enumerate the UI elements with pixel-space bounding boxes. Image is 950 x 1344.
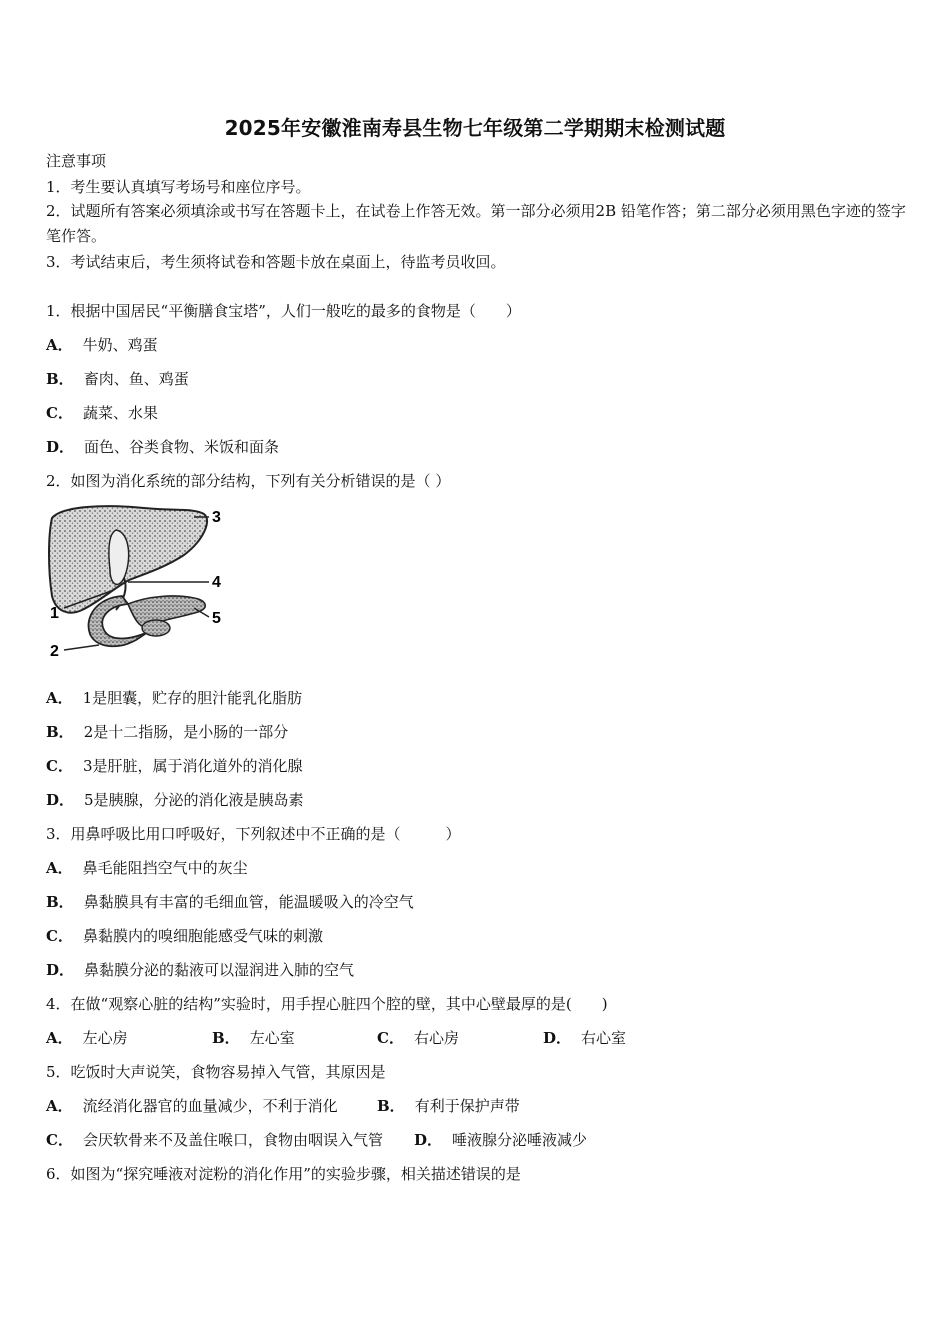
question-1-stem: 1．根据中国居民“平衡膳食宝塔”，人们一般吃的最多的食物是（ ） <box>46 302 521 320</box>
question-4-stem: 4．在做“观察心脏的结构”实验时，用手捏心脏四个腔的壁，其中心壁最厚的是( ) <box>46 995 608 1013</box>
option-text: 鼻黏膜具有丰富的毛细血管，能温暖吸入的冷空气 <box>83 893 414 911</box>
option-letter: A． <box>46 1029 73 1047</box>
option-text: 蔬菜、水果 <box>82 404 158 422</box>
option-text: 1是胆囊，贮存的胆汁能乳化脂肪 <box>82 689 303 707</box>
question-3-option-c[interactable] <box>46 926 323 946</box>
option-letter: C． <box>377 1029 404 1047</box>
question-4-option-d[interactable] <box>543 1028 626 1048</box>
question-5-option-b[interactable] <box>377 1096 520 1116</box>
question-1-option-b[interactable] <box>46 369 189 389</box>
question-1-option-d[interactable] <box>46 437 279 457</box>
option-text: 牛奶、鸡蛋 <box>82 336 158 354</box>
option-text: 鼻毛能阻挡空气中的灰尘 <box>82 859 248 877</box>
option-text: 会厌软骨来不及盖住喉口，食物由咽误入气管 <box>82 1131 383 1149</box>
option-letter: D． <box>46 961 75 979</box>
question-4-option-c[interactable] <box>377 1028 459 1048</box>
option-text: 流经消化器官的血量减少，不利于消化 <box>82 1097 338 1115</box>
option-letter: C． <box>46 404 73 422</box>
question-5-stem: 5．吃饭时大声说笑，食物容易掉入气管，其原因是 <box>46 1063 386 1081</box>
option-letter: A． <box>46 689 73 707</box>
option-text: 左心房 <box>82 1029 128 1047</box>
option-text: 右心房 <box>413 1029 459 1047</box>
question-3-option-a[interactable] <box>46 858 248 878</box>
question-4-option-a[interactable] <box>46 1028 128 1048</box>
option-letter: D． <box>543 1029 572 1047</box>
notice-item-1: 1．考生要认真填写考场号和座位序号。 <box>46 178 311 196</box>
option-text: 鼻黏膜分泌的黏液可以湿润进入肺的空气 <box>84 961 355 979</box>
question-2-option-a[interactable] <box>46 688 302 708</box>
figure-label-1: 1 <box>50 605 59 622</box>
figure-label-4: 4 <box>212 574 221 591</box>
option-letter: B． <box>46 723 74 741</box>
option-text: 面色、谷类食物、米饭和面条 <box>84 438 280 456</box>
figure-label-3: 3 <box>212 509 221 526</box>
option-letter: B． <box>377 1097 405 1115</box>
question-2-option-b[interactable] <box>46 722 288 742</box>
option-letter: C． <box>46 927 73 945</box>
option-letter: A． <box>46 859 73 877</box>
question-2-option-c[interactable] <box>46 756 303 776</box>
notice-heading: 注意事项 <box>46 152 107 170</box>
question-3-option-d[interactable] <box>46 960 354 980</box>
notice-item-3: 3．考试结束后，考生须将试卷和答题卡放在桌面上，待监考员收回。 <box>46 253 506 271</box>
option-text: 鼻黏膜内的嗅细胞能感受气味的刺激 <box>82 927 323 945</box>
question-2-stem: 2．如图为消化系统的部分结构，下列有关分析错误的是（ ） <box>46 472 451 490</box>
option-text: 唾液腺分泌唾液减少 <box>452 1131 588 1149</box>
question-5-option-c[interactable] <box>46 1130 383 1150</box>
option-text: 右心室 <box>581 1029 627 1047</box>
question-2-option-d[interactable] <box>46 790 304 810</box>
pancreas-head-shape <box>142 620 170 636</box>
option-text: 左心室 <box>249 1029 295 1047</box>
option-letter: B． <box>46 370 74 388</box>
question-3-stem: 3．用鼻呼吸比用口呼吸好，下列叙述中不正确的是（ ） <box>46 825 461 843</box>
option-text: 2是十二指肠，是小肠的一部分 <box>83 723 289 741</box>
figure-label-2: 2 <box>50 643 59 660</box>
option-letter: B． <box>212 1029 240 1047</box>
option-letter: A． <box>46 1097 73 1115</box>
option-letter: A． <box>46 336 73 354</box>
option-text: 3是肝脏，属于消化道外的消化腺 <box>82 757 303 775</box>
question-5-option-d[interactable] <box>414 1130 587 1150</box>
digestive-system-figure <box>44 500 234 662</box>
option-text: 畜肉、鱼、鸡蛋 <box>83 370 189 388</box>
option-letter: D． <box>46 438 75 456</box>
option-text: 5是胰腺，分泌的消化液是胰岛素 <box>84 791 304 809</box>
label-line-2 <box>64 645 99 650</box>
option-letter: D． <box>46 791 75 809</box>
exam-title: 2025年安徽淮南寿县生物七年级第二学期期末检测试题 <box>224 116 726 140</box>
question-1-option-a[interactable] <box>46 335 158 355</box>
option-letter: C． <box>46 1131 73 1149</box>
notice-item-2: 2．试题所有答案必须填涂或书写在答题卡上，在试卷上作答无效。第一部分必须用2B 铅笔作答；第二部分必须用黑色字迹的签字笔作答。 <box>46 202 906 245</box>
question-6-stem: 6．如图为“探究唾液对淀粉的消化作用”的实验步骤，相关描述错误的是 <box>46 1165 521 1183</box>
option-text: 有利于保护声带 <box>414 1097 520 1115</box>
question-1-option-c[interactable] <box>46 403 158 423</box>
option-letter: C． <box>46 757 73 775</box>
option-letter: D． <box>414 1131 443 1149</box>
question-4-option-b[interactable] <box>212 1028 295 1048</box>
question-5-option-a[interactable] <box>46 1096 338 1116</box>
option-letter: B． <box>46 893 74 911</box>
question-3-option-b[interactable] <box>46 892 414 912</box>
figure-label-5: 5 <box>212 610 221 627</box>
